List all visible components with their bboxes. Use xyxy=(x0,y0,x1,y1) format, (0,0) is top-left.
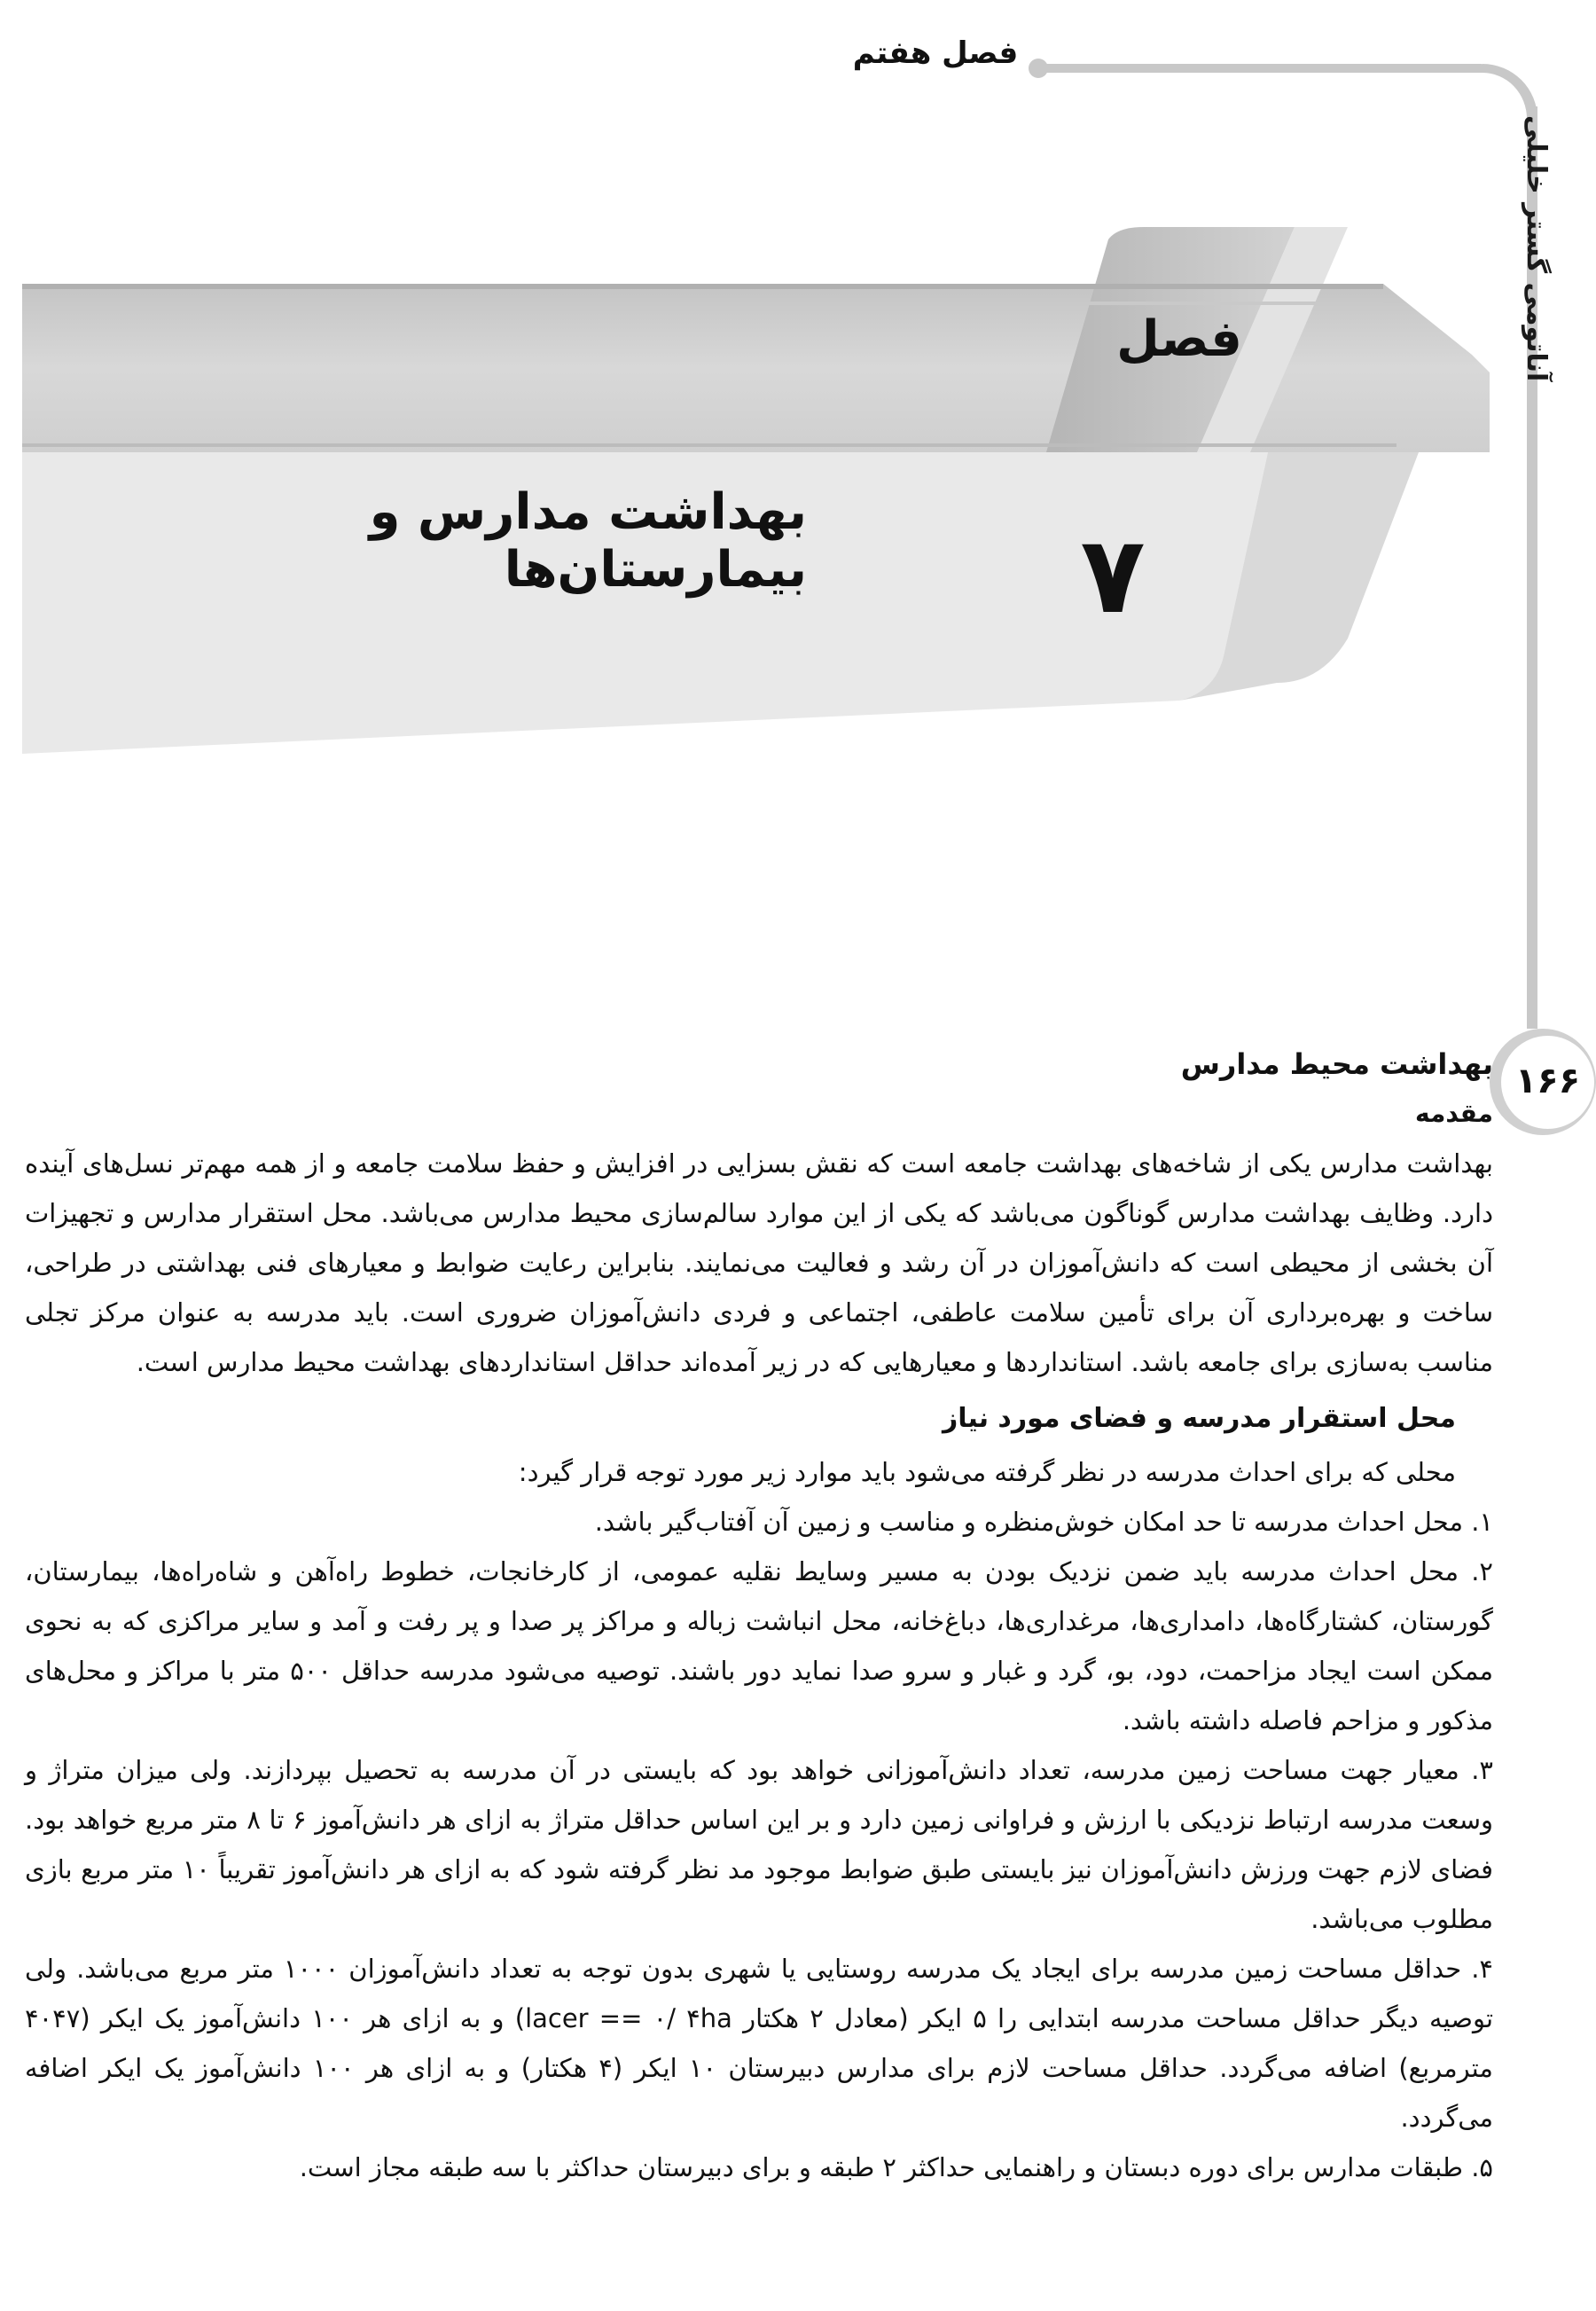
list-item: ۴. حداقل مساحت زمین مدرسه برای ایجاد یک مدرسه روستایی یا شهری بدون توجه به تعداد دانش‌آموزان ۱۰۰۰ متر مربع می‌باشد. ولی توصیه دیگر حداقل مساحت مدرسه ابتدایی را ۵ ایکر (معادل ۲ هکتار lacer == ۰/ ۴ha) و به ازای هر ۱۰۰ دانش‌آموز یک ایکر (۴۰۴۷ مترمربع) اضافه می‌گردد. حداقل مساحت لازم برای مدارس دبیرستان ۱۰ ایکر (۴ هکتار) و به ازای هر ۱۰۰ دانش‌آموز یک ایکر اضافه می‌گردد. xyxy=(25,1954,1494,2133)
list-item: ۲. محل احداث مدرسه باید ضمن نزدیک بودن به مسیر وسایط نقلیه عمومی، از کارخانجات، خطوط راه‌آهن و شاه‌راه‌ها، بیمارستان، گورستان، کشتارگاه‌ها، دامداری‌ها، مرغداری‌ها، دباغ‌خانه، محل انباشت زباله و مراکز پر صدا و پر رفت و آمد و سایر مراکزی که به نحوی ممکن است ایجاد مزاحمت، دود، بو، گرد و غبار و سرو صدا نماید دور باشند. توصیه می‌شود مدرسه حداقل ۵۰۰ متر با مراکز و محل‌های مذکور و مزاحم فاصله داشته باشد. xyxy=(25,1556,1494,1735)
location-intro: محلی که برای احداث مدرسه در نظر گرفته می‌شود باید موارد زیر مورد توجه قرار گیرد: xyxy=(518,1457,1456,1487)
list-item: ۳. معیار جهت مساحت زمین مدرسه، تعداد دانش‌آموزانی خواهد بود که بایستی در آن مدرسه به تحصیل بپردازند. ولی میزان متراژ و وسعت مدرسه ارتباط نزدیکی با ارزش و فراوانی زمین دارد و بر این اساس حداقل متراژ به ازای هر دانش‌آموز ۶ تا ۸ متر مربع خواهد بود. فضای لازم جهت ورزش دانش‌آموزان نیز بایستی طبق ضوابط موجود مد نظر گرفته شود که به ازای هر دانش‌آموز تقریباً ۱۰ متر مربع بازی مطلوب می‌باشد. xyxy=(25,1755,1493,1934)
banner-stripe xyxy=(22,284,1383,289)
header-rail-line xyxy=(1037,64,1490,73)
running-head: فصل هفتم xyxy=(852,35,1019,71)
location-title: محل استقرار مدرسه و فضای مورد نیاز xyxy=(942,1403,1456,1434)
chapter-number: ۷ xyxy=(1080,514,1146,638)
chapter-title: بهداشت مدارس و بیمارستان‌ها xyxy=(369,483,807,599)
list-item: ۵. طبقات مدارس برای دوره دبستان و راهنمایی حداکثر ۲ طبقه و برای دبیرستان حداکثر با سه طبقه مجاز است. xyxy=(299,2152,1493,2182)
intro-title: مقدمه xyxy=(1415,1099,1493,1128)
banner-stripe xyxy=(22,302,1383,305)
chapter-label: فصل xyxy=(1116,310,1242,368)
side-book-title: آناتومی گستر خلیلی xyxy=(1521,114,1552,382)
page-number: ۱۶۶ xyxy=(1514,1061,1581,1101)
intro-paragraph: بهداشت مدارس یکی از شاخه‌های بهداشت جامعه است که نقش بسزایی در افزایش و حفظ سلامت جامعه و از همه مهم‌تر نسل‌های آینده دارد. وظایف بهداشت مدارس گوناگون می‌باشد که یکی از این موارد سالم‌سازی محیط مدارس می‌باشد. محل استقرار مدارس و تجهیزات آن بخشی از محیطی است که دانش‌آموزان در آن رشد و فعالیت می‌نمایند. بنابراین رعایت ضوابط و معیارهای فنی بهداشتی در طراحی، ساخت و بهره‌برداری آن برای تأمین سلامت عاطفی، اجتماعی و فردی دانش‌آموزان ضروری است. باید مدرسه به عنوان مرکز تجلی مناسب به‌سازی برای جامعه باشد. استانداردها و معیارهایی که در زیر آمده‌اند حداقل استانداردهای بهداشت محیط مدارس است. xyxy=(25,1148,1493,1377)
section-title: بهداشت محیط مدارس xyxy=(1180,1047,1493,1081)
page-content xyxy=(25,1046,1493,2192)
list-item: ۱. محل احداث مدرسه تا حد امکان خوش‌منظره و مناسب و زمین آن آفتاب‌گیر باشد. xyxy=(594,1507,1493,1537)
banner-stripe xyxy=(22,443,1396,447)
header-rail-dot xyxy=(1029,59,1048,78)
